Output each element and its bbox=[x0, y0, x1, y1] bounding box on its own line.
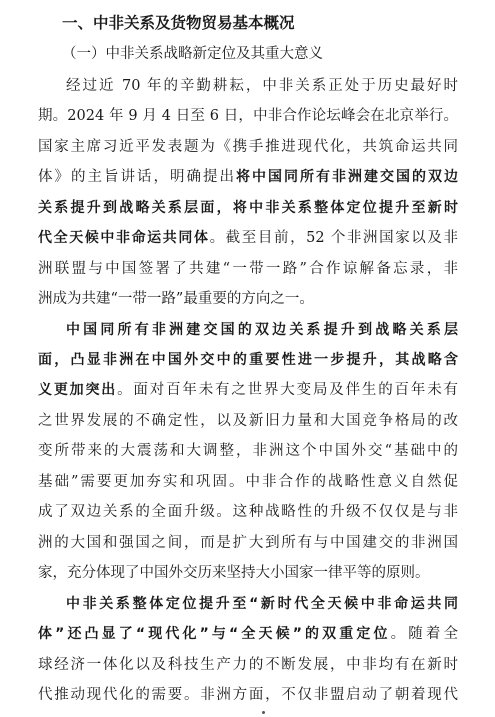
section-heading: 一、中非关系及货物贸易基本概况 bbox=[62, 14, 295, 32]
page-marker bbox=[262, 711, 265, 714]
text-line: 代推动现代化的需要。非洲方面，不仅非盟启动了朝着现代 bbox=[38, 687, 458, 703]
text-line: 期。2024 年 9 月 4 日至 6 日，中非合作论坛峰会在北京举行。 bbox=[38, 108, 458, 124]
text-line: 中国同所有非洲建交国的双边关系提升到战略关系层 bbox=[66, 322, 458, 338]
text-line: 变所带来的大震荡和大调整，非洲这个中国外交“基础中的 bbox=[38, 443, 458, 459]
text-line: 中非关系整体定位提升至“新时代全天候中非命运共同 bbox=[66, 596, 458, 612]
text-line: 球经济一体化以及科技生产力的不断发展，中非均有在新时 bbox=[38, 657, 458, 673]
text-line: 经过近 70 年的辛勤耕耘，中非关系正处于历史最好时 bbox=[66, 78, 458, 94]
text-line: 义更加突出。面对百年未有之世界大变局及伴生的百年未有 bbox=[38, 382, 459, 398]
text-line: 洲联盟与中国签署了共建“一带一路”合作谅解备忘录，非 bbox=[38, 261, 458, 277]
subsection-heading: （一）中非关系战略新定位及其重大意义 bbox=[62, 46, 323, 62]
text-line: 洲的大国和强国之间，而是扩大到所有与中国建交的非洲国 bbox=[38, 535, 458, 551]
text-line: 关系提升到战略关系层面，将中非关系整体定位提升至新时 bbox=[38, 200, 458, 216]
text-line: 体》的主旨讲话，明确提出将中国同所有非洲建交国的双边 bbox=[38, 169, 458, 185]
text-line: 国家主席习近平发表题为《携手推进现代化，共筑命运共同 bbox=[38, 139, 458, 155]
text-line: 洲成为共建“一带一路”最重要的方向之一。 bbox=[38, 291, 314, 307]
text-line: 代全天候中非命运共同体。截至目前，52 个非洲国家以及非 bbox=[38, 230, 459, 246]
text-line: 家，充分体现了中国外交历来坚持大小国家一律平等的原则。 bbox=[38, 565, 430, 581]
text-line: 成了双边关系的全面升级。这种战略性的升级不仅仅是与非 bbox=[38, 504, 458, 520]
text-line: 体”还凸显了“现代化”与“全天候”的双重定位。随着全 bbox=[38, 626, 458, 642]
text-line: 面，凸显非洲在中国外交中的重要性进一步提升，其战略含 bbox=[38, 352, 458, 368]
text-line: 之世界发展的不确定性，以及新旧力量和大国竞争格局的改 bbox=[38, 413, 458, 429]
text-line: 基础”需要更加夯实和巩固。中非合作的战略性意义自然促 bbox=[38, 474, 458, 490]
